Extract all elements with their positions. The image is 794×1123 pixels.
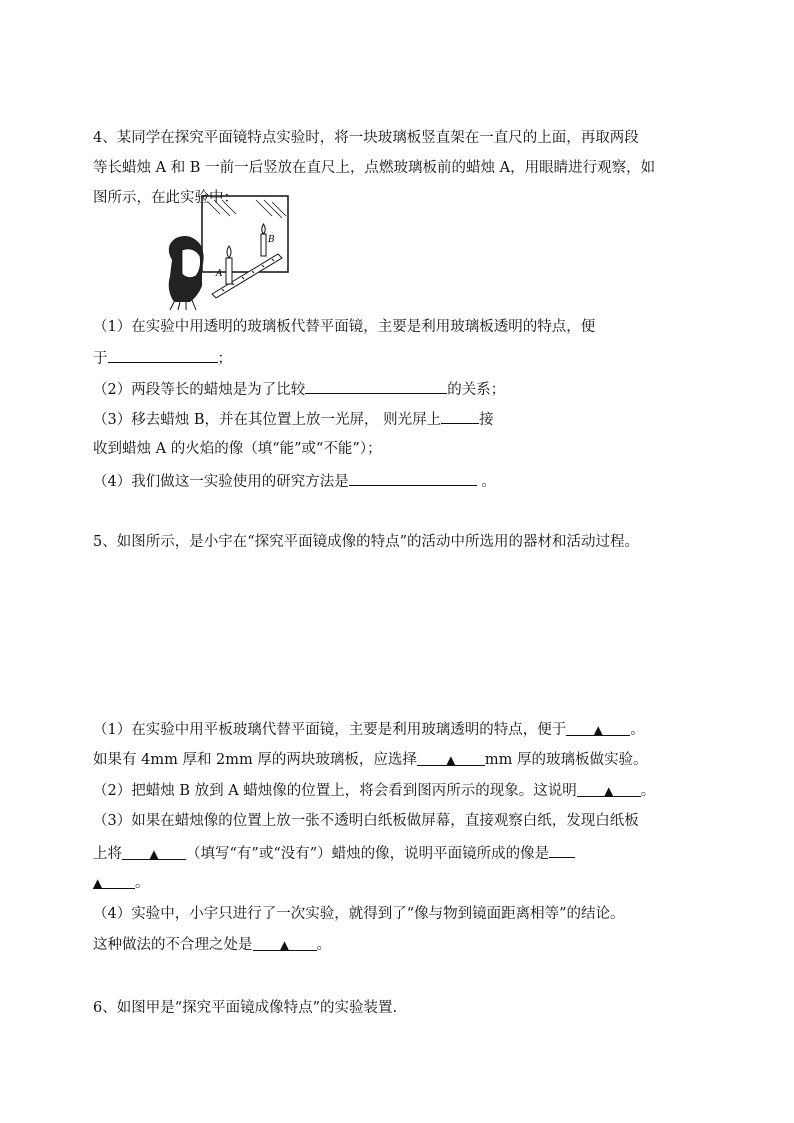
q4-sub-3-prefix: （3）移去蜡烛 B，并在其位置上放一光屏， 则光屏上: [93, 412, 442, 428]
q5-line-2: [93, 750, 648, 770]
q4-sub-3-line-a: [93, 408, 494, 430]
q4-sub-4: [93, 470, 496, 492]
q4-sub-1-line-a: （1）在实验中用透明的玻璃板代替平面镜，主要是利用玻璃板透明的特点，便: [93, 319, 596, 335]
q4-experiment-figure: [160, 190, 295, 312]
q5-line-1-prefix: （1）在实验中用平板玻璃代替平面镜，主要是利用玻璃透明的特点，便于: [93, 722, 567, 738]
candle-a: [226, 246, 232, 284]
q5-line-3: [93, 781, 655, 801]
q5-blank-2[interactable]: [417, 750, 485, 766]
q5-blank-5-end[interactable]: [93, 873, 135, 889]
q5-title: 5、如图所示，是小宇在“探究平面镜成像的特点”的活动中所选用的器材和活动过程。: [93, 534, 640, 550]
q5-line-7: （4）实验中，小宇只进行了一次实验，就得到了“像与物到镜面距离相等”的结论。: [93, 906, 625, 922]
student-figure: [169, 236, 204, 310]
answer-marker: ▲: [279, 938, 290, 952]
answer-marker: ▲: [593, 723, 603, 737]
q4-text-line-2: 等长蜡烛 A 和 B 一前一后竖放在直尺上，点燃玻璃板前的蜡烛 A，用眼睛进行观察，如: [93, 160, 656, 176]
q4-sub-4-prefix: （4）我们做这一实验使用的研究方法是: [93, 474, 349, 490]
q5-blank-4[interactable]: [122, 844, 186, 860]
q5-blank-5-start[interactable]: [549, 842, 575, 858]
answer-marker: ▲: [604, 784, 614, 798]
q5-blank-3[interactable]: [577, 781, 641, 797]
q4-sub-3-suffix: 接: [479, 412, 494, 428]
q4-blank-4[interactable]: [349, 470, 477, 486]
label-b: B: [268, 235, 275, 245]
q4-sub-1-prefix: 于: [93, 351, 108, 367]
q5-line-4: （3）如果在蜡烛像的位置上放一张不透明白纸板做屏幕，直接观察白纸，发现白纸板: [93, 813, 639, 829]
q5-line-5-middle: （填写“有”或“没有”）蜡烛的像，说明平面镜所成的像是: [186, 846, 550, 862]
q4-blank-2[interactable]: [305, 378, 447, 394]
candle-b: [261, 224, 266, 256]
q5-line-8-suffix: 。: [316, 937, 331, 953]
answer-marker: ▲: [149, 847, 159, 861]
q4-sub-2: [93, 378, 505, 400]
answer-marker: ▲: [446, 753, 456, 767]
q5-line-5: [93, 842, 575, 864]
q6-title: 6、如图甲是“探究平面镜成像特点”的实验装置.: [93, 1000, 398, 1016]
q5-blank-6[interactable]: [253, 935, 317, 951]
q4-blank-3[interactable]: [441, 408, 479, 424]
q5-line-5-prefix: 上将: [93, 846, 122, 862]
ruler: [212, 254, 282, 298]
q5-line-6-suffix: 。: [135, 875, 150, 891]
q4-sub-1-line-b: [93, 347, 232, 369]
q5-line-3-prefix: （2）把蜡烛 B 放到 A 蜡烛像的位置上，将会看到图丙所示的现象。这说明: [93, 783, 577, 799]
q5-line-1-suffix: 。: [630, 722, 645, 738]
label-a: A: [216, 269, 223, 279]
q5-line-8-prefix: 这种做法的不合理之处是: [93, 937, 253, 953]
q5-blank-1[interactable]: [566, 720, 630, 736]
q4-sub-4-suffix: 。: [476, 474, 496, 490]
q4-sub-2-prefix: （2）两段等长的蜡烛是为了比较: [93, 382, 306, 398]
q4-sub-3-line-b: 收到蜡烛 A 的火焰的像（填“能”或“不能”）；: [93, 441, 382, 457]
q4-sub-2-suffix: 的关系；: [447, 382, 506, 398]
answer-marker: ▲: [93, 876, 103, 890]
q5-line-8: [93, 935, 331, 955]
q5-line-6: [93, 873, 150, 893]
q5-line-1: [93, 720, 645, 740]
q5-line-2-prefix: 如果有 4mm 厚和 2mm 厚的两块玻璃板，应选择: [93, 752, 417, 768]
q4-text-line-1: 4、某同学在探究平面镜特点实验时，将一块玻璃板竖直架在一直尺的上面，再取两段: [93, 130, 639, 146]
q4-blank-1[interactable]: [108, 347, 218, 363]
q4-sub-1-suffix: ；: [217, 351, 232, 367]
q5-line-2-suffix: mm 厚的玻璃板做实验。: [484, 752, 648, 768]
q5-line-3-suffix: 。: [640, 783, 656, 799]
q4-text-line-3: 图所示，在此实验中：: [93, 190, 238, 206]
